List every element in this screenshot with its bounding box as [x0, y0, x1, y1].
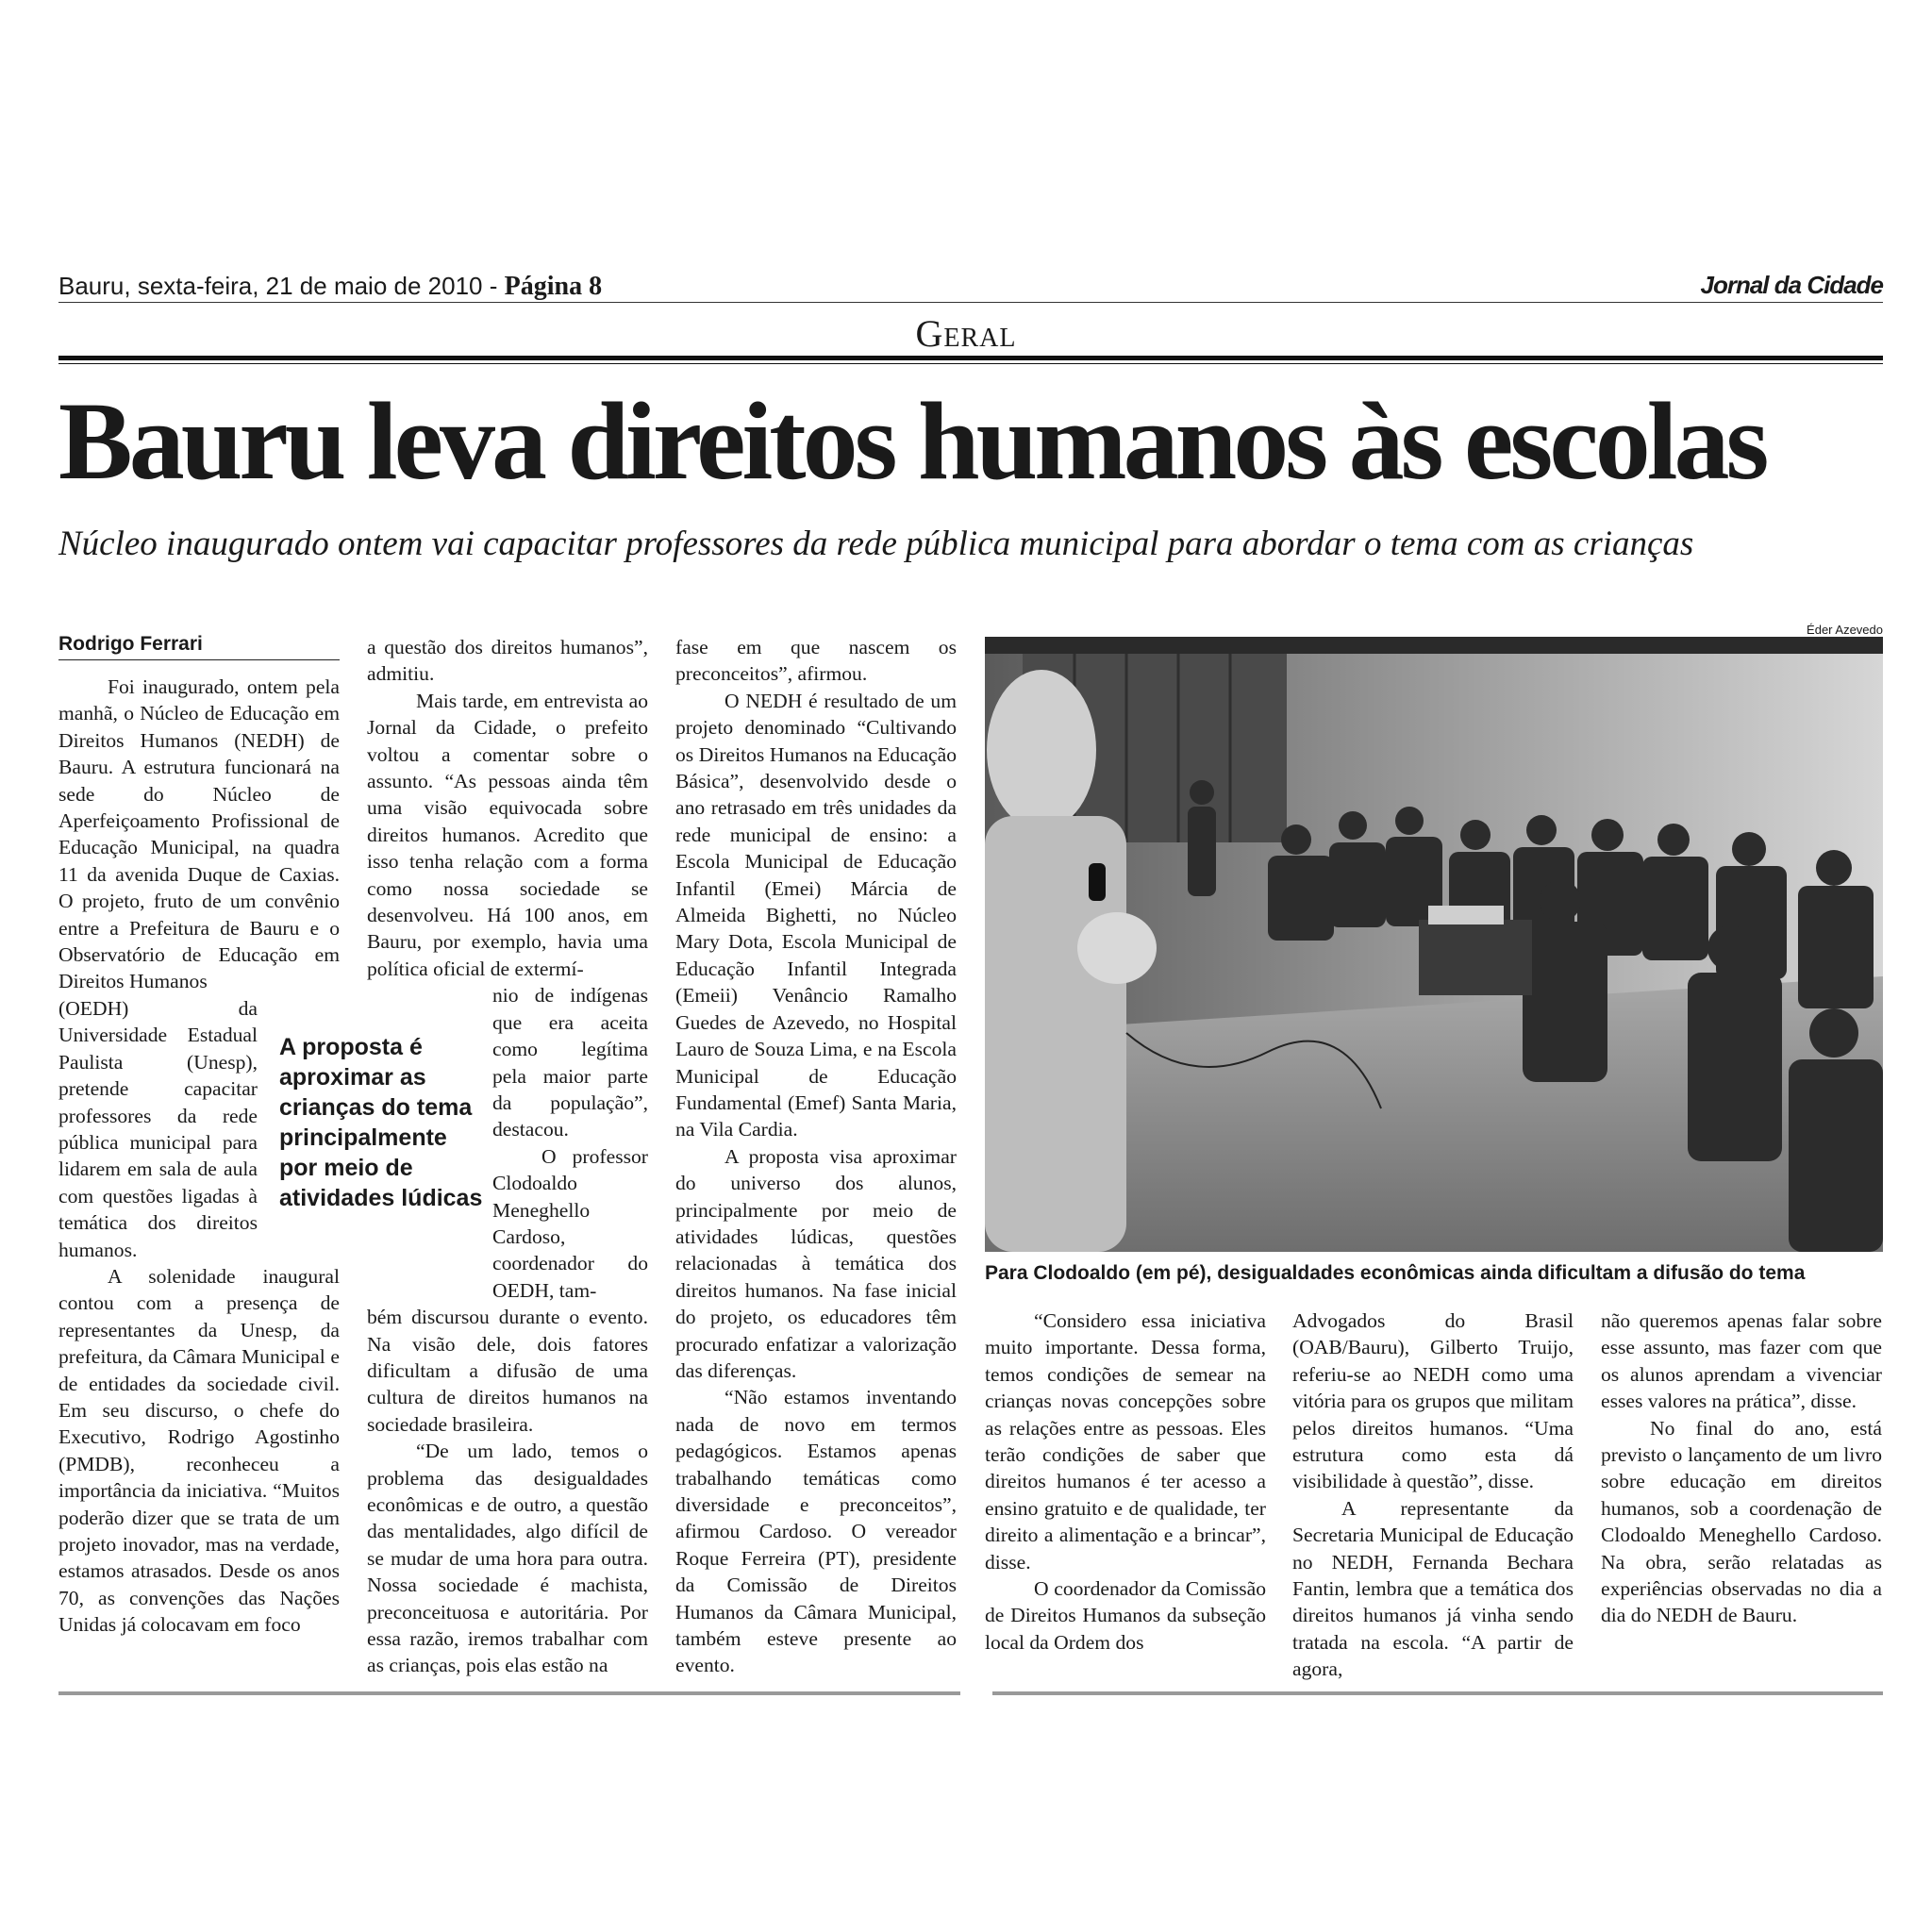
footer-rule-left [58, 1691, 960, 1695]
byline: Rodrigo Ferrari [58, 633, 340, 660]
headline: Bauru leva direitos humanos às escolas [58, 379, 1766, 503]
paragraph: “De um lado, temos o problema das desigualdades econômicas e de outro, a questão das mentalidades, algo difícil de se mudar de uma hora para outra. Nossa sociedade é machista, preconceituosa e autoritária. Por essa razão, iremos trabalhar com as crianças, pois elas estão na [367, 1440, 648, 1677]
section-title: Geral [915, 312, 1017, 355]
article-photo [985, 637, 1883, 1252]
paragraph: A solenidade inaugural contou com a presença de representantes da Unesp, da prefeitura, da Câmara Municipal e de entidades da sociedade civil. Em seu discurso, o chefe do Executivo, Rodrigo Agostinho (PMDB), reconheceu a importância da iniciativa. “Muitos poderão dizer que se trata de um projeto inovador, mas na verdade, estamos atrasados. Desde os anos 70, as convenções das Nações Unidas já colocavam em foco [58, 1264, 340, 1637]
paragraph: fase em que nascem os preconceitos”, afirmou. [675, 636, 957, 686]
paragraph: No final do ano, está previsto o lançamento de um livro sobre educação em direitos humanos, sob a coordenação de Clodoaldo Meneghello Cardoso. Na obra, serão relatadas as experiências observadas no dia a dia do NEDH de Bauru. [1601, 1416, 1882, 1627]
newspaper-logo: Jornal da Cidade [1700, 271, 1883, 299]
paragraph: A representante da Secretaria Municipal de Educação no NEDH, Fernanda Bechara Fantin, lembra que a temática dos direitos humanos já vinha sendo tratada na escola. “A partir de agora, [1292, 1496, 1574, 1681]
paragraph: não queremos apenas falar sobre esse assunto, mas fazer com que os alunos aprendam a vivenciar esses valores na prática”, disse. [1601, 1309, 1882, 1413]
subheadline: Núcleo inaugurado ontem vai capacitar professores da rede pública municipal para abordar o tema com as crianças [58, 525, 1694, 563]
paragraph: O coordenador da Comissão de Direitos Humanos da subseção local da Ordem dos [985, 1577, 1266, 1654]
article-column-6 [1601, 1307, 1882, 1629]
paragraph: “Não estamos inventando nada de novo em termos pedagógicos. Estamos apenas trabalhando temáticas como diversidade e preconceitos”, afirmou Cardoso. O vereador Roque Ferreira (PT), presidente da Comissão de Direitos Humanos da Câmara Municipal, também esteve presente ao evento. [675, 1386, 957, 1677]
paragraph: O NEDH é resultado de um projeto denominado “Cultivando os Direitos Humanos na Educação Básica”, desenvolvido desde o ano retrasado em três unidades da rede municipal de ensino: a Escola Municipal de Educação Infantil (Emei) Márcia de Almeida Bighetti, no Núcleo Mary Dota, Escola Municipal de Educação Infantil Integrada (Emeii) Venâncio Ramalho Guedes de Azevedo, no Hospital Lauro de Souza Lima, e na Escola Municipal de Educação Fundamental (Emef) Santa Maria, na Vila Cardia. [675, 689, 957, 1141]
footer-rule-right [992, 1691, 1883, 1695]
header-rule [58, 302, 1883, 303]
paragraph: Mais tarde, em entrevista ao Jornal da Cidade, o prefeito voltou a comentar sobre o assunto. “As pessoas ainda têm uma visão equivocada sobre direitos humanos. Acredito que isso tenha relação com a forma como nossa sociedade se desenvolveu. Há 100 anos, em Bauru, por exemplo, havia uma política oficial de extermí- [367, 689, 648, 980]
article-column-4 [985, 1307, 1266, 1656]
photo-caption: Para Clodoaldo (em pé), desigualdades econômicas ainda dificultam a difusão do tema [985, 1262, 1806, 1284]
paragraph: (OEDH) da Universidade Estadual Paulista (Unesp), pretende capacitar professores da rede pública municipal para lidarem em sala de aula com questões ligadas à temática dos direitos humanos. [58, 996, 258, 1261]
photo-credit: Éder Azevedo [1807, 623, 1883, 637]
section-rule-thin [58, 363, 1883, 364]
paragraph: Advogados do Brasil (OAB/Bauru), Gilberto Truijo, referiu-se ao NEDH como uma vitória para os grupos que militam pelos direitos humanos. “Uma estrutura como esta dá visibilidade à questão”, disse. [1292, 1309, 1574, 1493]
article-column-5 [1292, 1307, 1574, 1683]
paragraph: “Considero essa iniciativa muito importante. Dessa forma, temos condições de semear na crianças novas concepções sobre as relações entre as pessoas. Eles terão condições de saber que direitos humanos é ter acesso a ensino gratuito e de qualidade, ter direito a alimentação e a brincar”, disse. [985, 1309, 1266, 1574]
section-rule-thick [58, 356, 1883, 360]
paragraph: bém discursou durante o evento. Na visão dele, dois fatores dificultam a difusão de uma cultura de direitos humanos na sociedade brasileira. [367, 1306, 648, 1436]
paragraph: a questão dos direitos humanos”, admitiu. [367, 636, 648, 686]
photo-illustration [985, 637, 1883, 1252]
article-column-3 [675, 634, 957, 1679]
paragraph: nio de indígenas que era aceita como legítima pela maior parte da população”, destacou. [492, 984, 648, 1141]
page-number: Página 8 [504, 272, 603, 301]
paragraph: Foi inaugurado, ontem pela manhã, o Núcleo de Educação em Direitos Humanos (NEDH) de Bauru. A estrutura funcionará na sede do Núcleo de Aperfeiçoamento Profissional de Educação Municipal, na quadra 11 da avenida Duque de Caxias. O projeto, fruto de um convênio entre a Prefeitura de Bauru e o Observatório de Educação em Direitos Humanos [58, 675, 340, 993]
paragraph: A proposta visa aproximar do universo dos alunos, principalmente por meio de atividades lúdicas, questões relacionadas à temática dos direitos humanos. Na fase inicial do projeto, os educadores têm procurado enfatizar a valorização das diferenças. [675, 1144, 957, 1382]
dateline-text: Bauru, sexta-feira, 21 de maio de 2010 - [58, 272, 505, 300]
pull-quote: A proposta é aproximar as crianças do tema principalmente por meio de atividades lúdicas [279, 1032, 487, 1213]
page-dateline [58, 272, 602, 302]
paragraph: O professor Clodoaldo Meneghello Cardoso, coordenador do OEDH, tam- [492, 1144, 648, 1302]
